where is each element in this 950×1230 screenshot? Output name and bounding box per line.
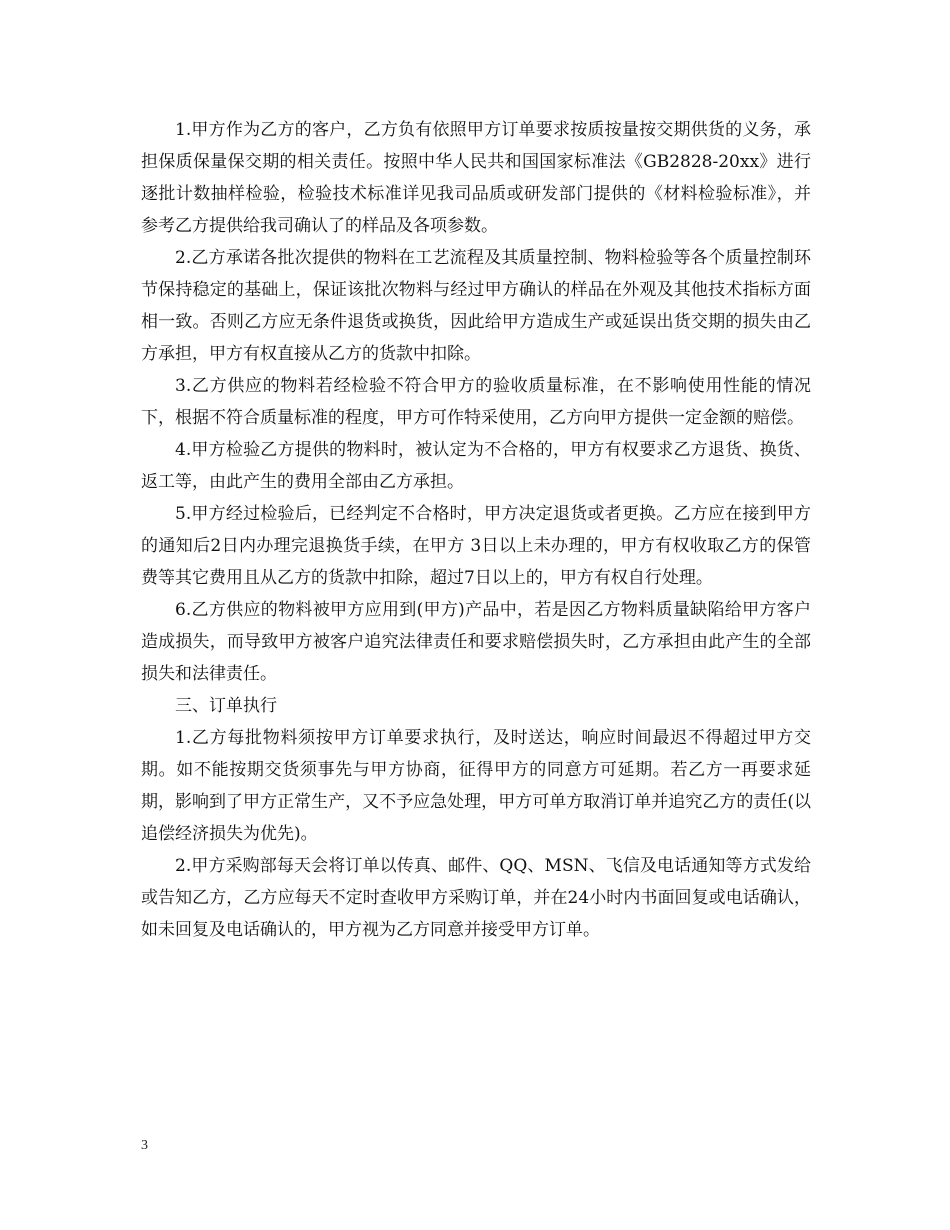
document-body [141, 114, 811, 946]
paragraph-quality-1: 1.甲方作为乙方的客户，乙方负有依照甲方订单要求按质按量按交期供货的义务，承担保质保量保交期的相关责任。按照中华人民共和国国家标准法《GB2828-20xx》进行逐批计数抽样检验，检验技术标准详见我司品质或研发部门提供的《材料检验标准》，并参考乙方提供给我司确认了的样品及各项参数。 [141, 120, 811, 236]
paragraph-order-2: 2.甲方采购部每天会将订单以传真、邮件、QQ、MSN、飞信及电话通知等方式发给或告知乙方，乙方应每天不定时查收甲方采购订单，并在24小时内书面回复或电话确认，如未回复及电话确认的，甲方视为乙方同意并接受甲方订单。 [141, 856, 811, 940]
page-number: 3 [141, 1138, 148, 1153]
paragraph-order-1: 1.乙方每批物料须按甲方订单要求执行，及时送达，响应时间最迟不得超过甲方交期。如不能按期交货须事先与甲方协商，征得甲方的同意方可延期。若乙方一再要求延期，影响到了甲方正常生产，又不予应急处理，甲方可单方取消订单并追究乙方的责任(以追偿经济损失为优先)。 [141, 728, 811, 844]
section-heading-order-execution: 三、订单执行 [175, 696, 277, 716]
paragraph-quality-5: 5.甲方经过检验后，已经判定不合格时，甲方决定退货或者更换。乙方应在接到甲方的通知后2日内办理完退换货手续，在甲方 3日以上未办理的，甲方有权收取乙方的保管费等其它费用且从乙方的货款中扣除，超过7日以上的，甲方有权自行处理。 [141, 504, 811, 588]
paragraph-quality-6: 6.乙方供应的物料被甲方应用到(甲方)产品中，若是因乙方物料质量缺陷给甲方客户造成损失，而导致甲方被客户追究法律责任和要求赔偿损失时，乙方承担由此产生的全部损失和法律责任。 [141, 600, 811, 684]
paragraph-quality-4: 4.甲方检验乙方提供的物料时，被认定为不合格的，甲方有权要求乙方退货、换货、返工等，由此产生的费用全部由乙方承担。 [141, 440, 811, 492]
paragraph-quality-2: 2.乙方承诺各批次提供的物料在工艺流程及其质量控制、物料检验等各个质量控制环节保持稳定的基础上，保证该批次物料与经过甲方确认的样品在外观及其他技术指标方面相一致。否则乙方应无条件退货或换货，因此给甲方造成生产或延误出货交期的损失由乙方承担，甲方有权直接从乙方的货款中扣除。 [141, 248, 811, 364]
paragraph-quality-3: 3.乙方供应的物料若经检验不符合甲方的验收质量标准，在不影响使用性能的情况下，根据不符合质量标准的程度，甲方可作特采使用，乙方向甲方提供一定金额的赔偿。 [141, 376, 811, 428]
